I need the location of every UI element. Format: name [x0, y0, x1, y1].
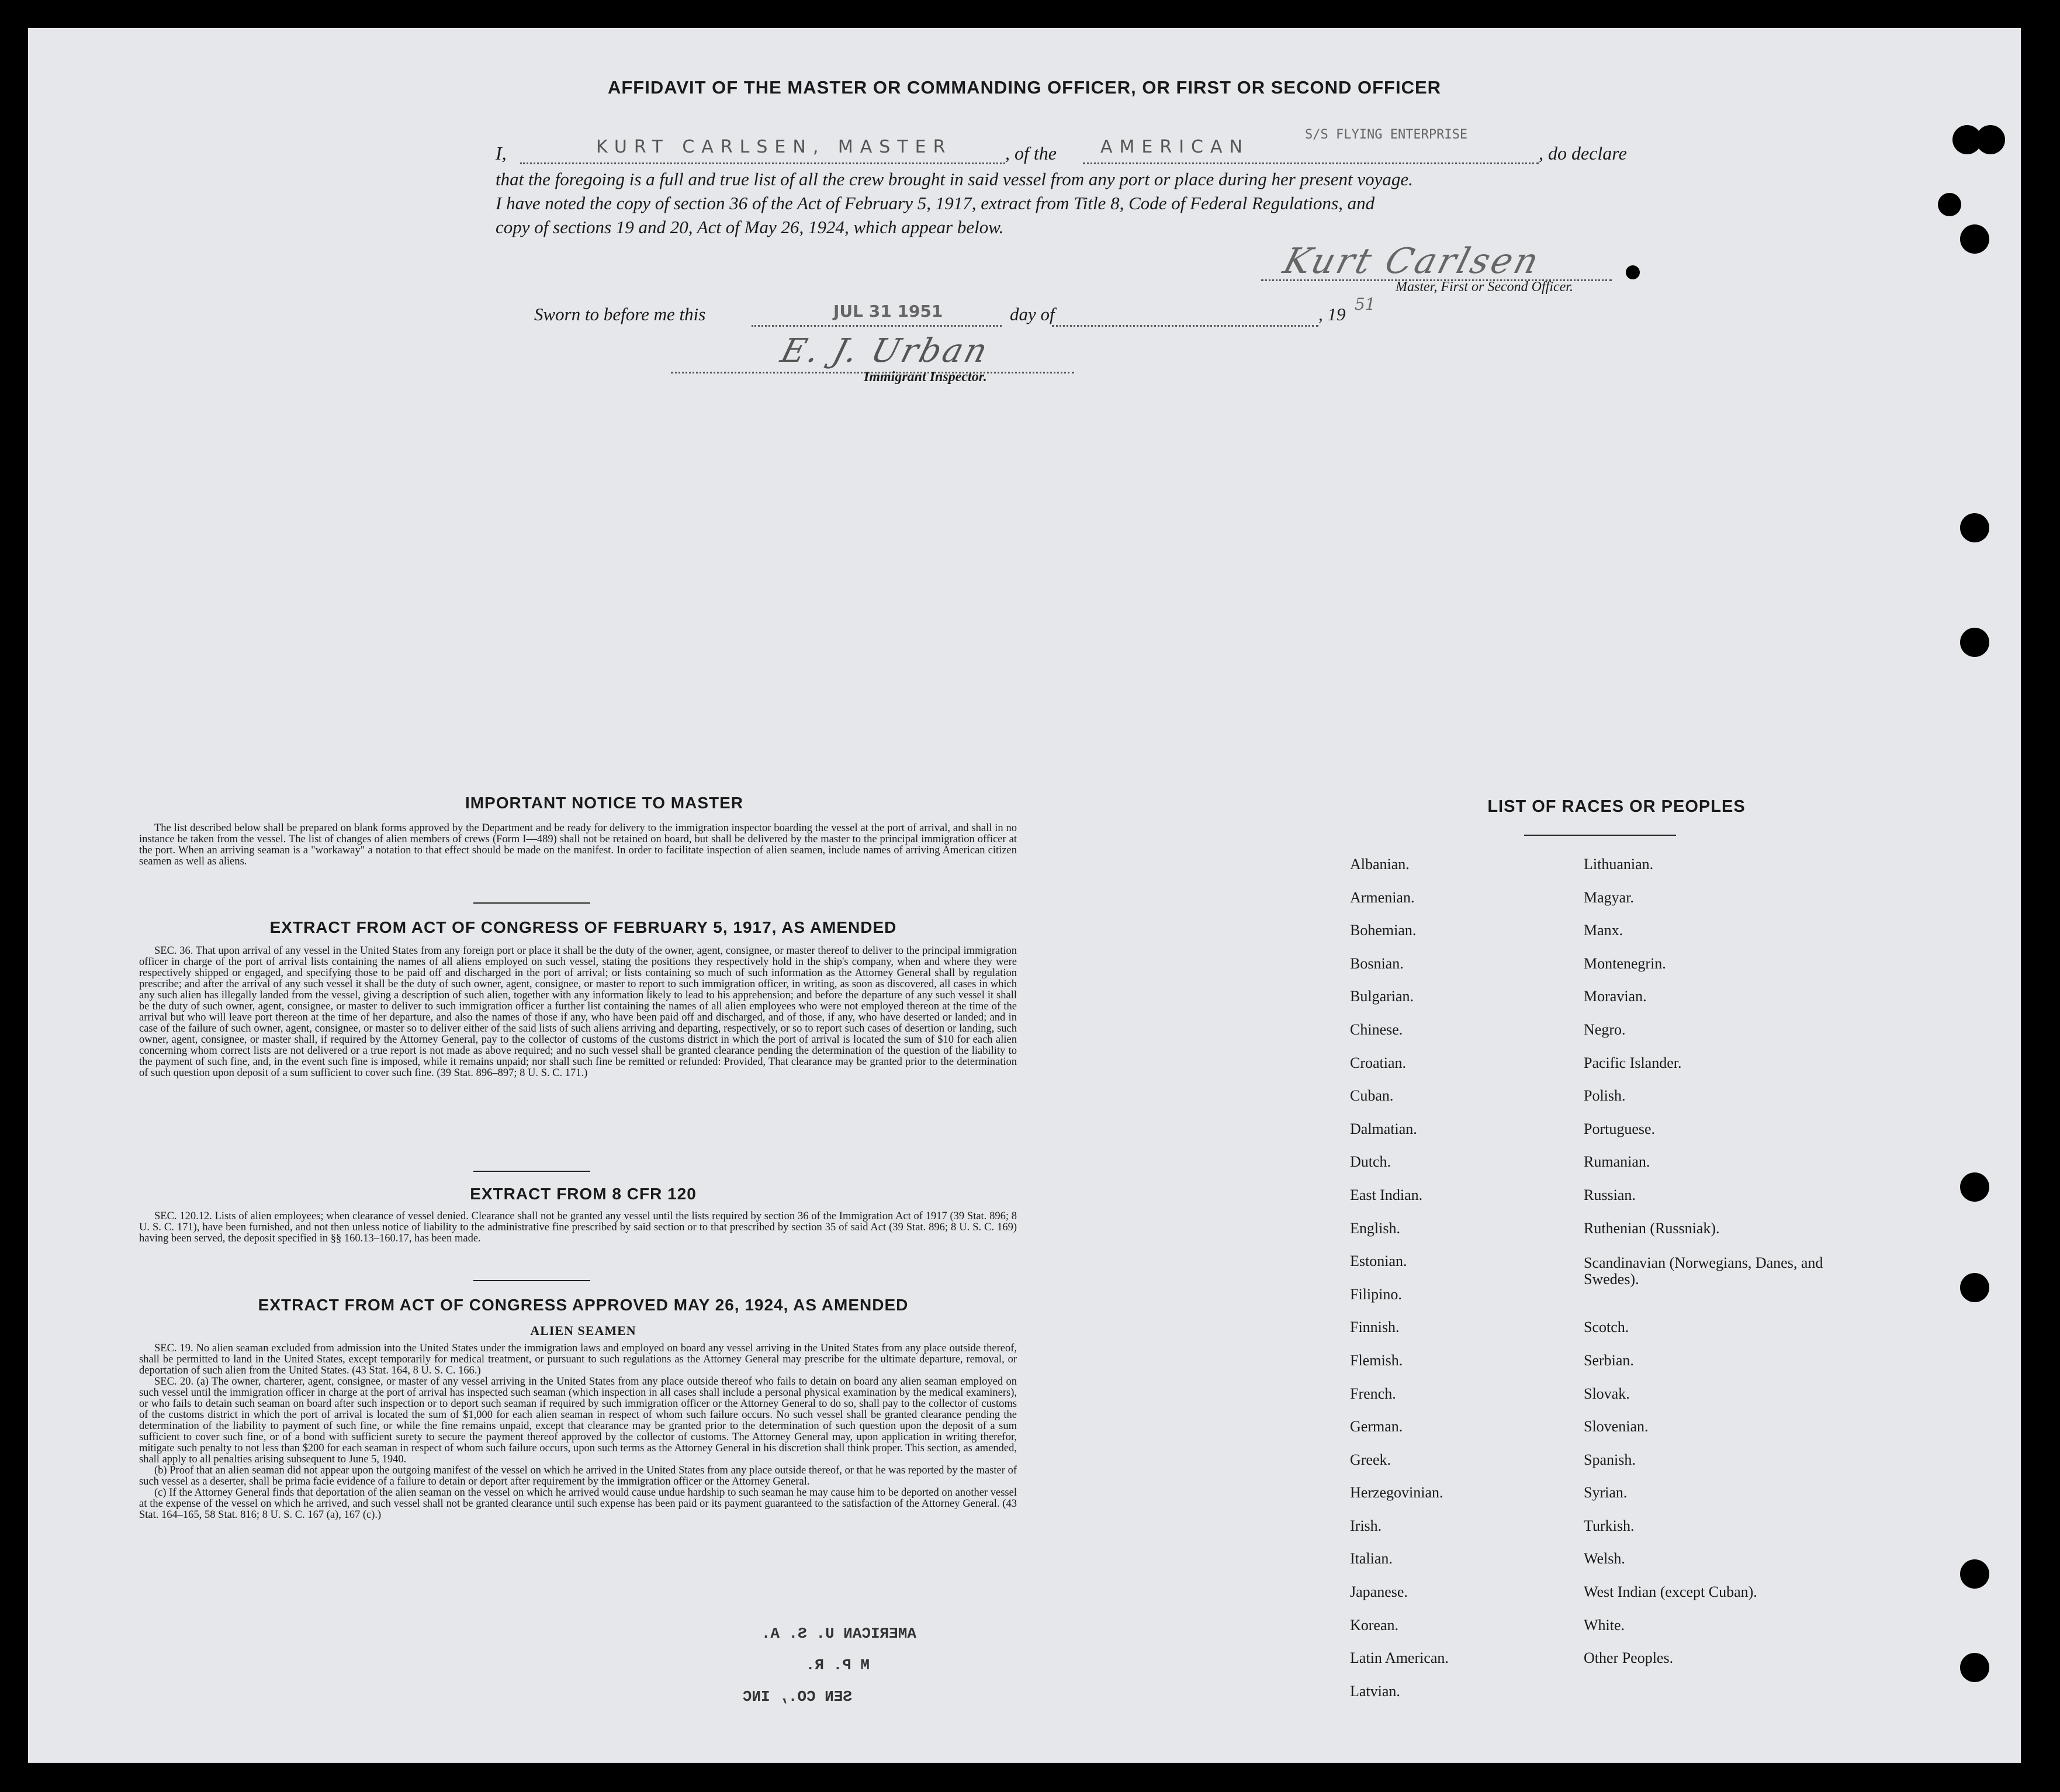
- year-label: , 19: [1318, 304, 1346, 324]
- punch-hole: [1938, 193, 1961, 216]
- punch-hole: [1960, 1273, 1989, 1302]
- offset-stamp: [648, 1618, 916, 1713]
- race-left: Greek.: [1350, 1451, 1391, 1468]
- races-row: [1350, 955, 1829, 988]
- race-right: Polish.: [1584, 1087, 1626, 1105]
- races-row: [1350, 1087, 1829, 1120]
- races-row: [1350, 856, 1829, 889]
- race-right: Magyar.: [1584, 888, 1634, 906]
- races-row: [1350, 1352, 1829, 1385]
- section-120-12-paragraph: SEC. 120.12. Lists of alien employees; when clearance of vessel denied. Clearance shall not be granted any vessel until the lists required by section 36 of the Immigration Act of 1917 (39 Stat. 896; 8 U. S. C. 171), have been furnished, and not then unless notice of liability to the administrative fine prescribed by said section or to that prescribed by section 35 of said Act (39 Stat. 896; 8 U. S. C. 169) having been served, the deposit specified in §§ 160.13–160.17, has been made.: [139, 1210, 1017, 1244]
- master-caption: Master, First or Second Officer.: [1396, 279, 1573, 295]
- race-right: Other Peoples.: [1584, 1649, 1674, 1667]
- races-row: [1350, 988, 1829, 1021]
- vessel-stamp: S/S FLYING ENTERPRISE: [1305, 127, 1468, 142]
- race-right: Lithuanian.: [1584, 856, 1654, 873]
- race-right: Syrian.: [1584, 1484, 1628, 1502]
- races-row: [1350, 1253, 1829, 1286]
- punch-hole: [1976, 125, 2005, 154]
- races-row: [1350, 1054, 1829, 1088]
- divider: [1524, 835, 1676, 836]
- inspector-signature: E. J. Urban: [777, 332, 994, 370]
- races-row: [1350, 1153, 1829, 1186]
- sworn-date-stamp: JUL 31 1951: [833, 302, 943, 321]
- affidavit-body: [496, 167, 1641, 239]
- race-right: White.: [1584, 1616, 1625, 1634]
- affidavit-line-2: that the foregoing is a full and true list of all the crew brought in said vessel from any port or place during her present voyage.: [496, 169, 1413, 189]
- divider: [473, 1280, 590, 1281]
- race-left: Cuban.: [1350, 1087, 1394, 1105]
- ink-dot: [1626, 265, 1640, 279]
- race-right: Serbian.: [1584, 1351, 1634, 1369]
- divider: [473, 1171, 590, 1172]
- races-row: [1350, 1120, 1829, 1154]
- races-row: [1350, 1683, 1829, 1716]
- races-row: [1350, 1550, 1829, 1583]
- section-20b-paragraph: (b) Proof that an alien seaman did not appear upon the outgoing manifest of the vessel on which he arrived in the United States from any place outside thereof, or that he was reported by the master of such vessel as a deserter, shall be prima facie evidence of a failure to detain or deport after requirement by the immigration officer or the Attorney General.: [139, 1465, 1017, 1487]
- race-left: Finnish.: [1350, 1319, 1400, 1336]
- offset-stamp-line: SEN CO., INC: [742, 1688, 852, 1705]
- race-left: Filipino.: [1350, 1285, 1402, 1303]
- race-left: Irish.: [1350, 1517, 1382, 1534]
- race-left: Japanese.: [1350, 1583, 1408, 1601]
- race-left: Bulgarian.: [1350, 988, 1414, 1005]
- race-right: Montenegrin.: [1584, 954, 1666, 972]
- race-left: Dalmatian.: [1350, 1120, 1417, 1137]
- alien-seamen-subtitle: ALIEN SEAMEN: [530, 1323, 636, 1338]
- race-right: Spanish.: [1584, 1451, 1636, 1468]
- of-the-label: , of the: [1005, 143, 1057, 164]
- affidavit-title: AFFIDAVIT OF THE MASTER OR COMMANDING OFFICER, OR FIRST OR SECOND OFFICER: [607, 77, 1442, 98]
- races-row: [1350, 1186, 1829, 1220]
- race-right: Scotch.: [1584, 1319, 1629, 1336]
- race-left: Estonian.: [1350, 1253, 1407, 1270]
- year-value: 51: [1355, 295, 1376, 314]
- race-right: West Indian (except Cuban).: [1584, 1583, 1757, 1601]
- races-row: [1350, 1319, 1829, 1352]
- race-right: Pacific Islander.: [1584, 1054, 1682, 1071]
- race-right: Slovak.: [1584, 1385, 1630, 1402]
- race-right: Ruthenian (Russniak).: [1584, 1219, 1720, 1237]
- race-left: French.: [1350, 1385, 1396, 1402]
- sworn-date-field: [752, 300, 1002, 327]
- affidavit-line-3: I have noted the copy of section 36 of the Act of February 5, 1917, extract from Title 8, Code of Federal Regulations, and: [496, 193, 1375, 213]
- race-right: Welsh.: [1584, 1550, 1625, 1568]
- day-of-label: day of: [1010, 304, 1055, 324]
- race-left: Korean.: [1350, 1616, 1399, 1634]
- master-signature-area: [1249, 237, 1629, 284]
- race-left: Albanian.: [1350, 856, 1410, 873]
- races-row: [1350, 1617, 1829, 1650]
- race-left: Latin American.: [1350, 1649, 1449, 1667]
- divider: [473, 902, 590, 904]
- races-row: [1350, 1451, 1829, 1485]
- race-right: Slovenian.: [1584, 1418, 1649, 1435]
- races-row: [1350, 889, 1829, 922]
- section-19-paragraph: SEC. 19. No alien seaman excluded from admission into the United States under the immigration laws and employed on board any vessel arriving in the United States from any place outside thereof, shall be permitted to land in the United States, except temporarily for medical treatment, or pursuant to such regulations as the Attorney General may prescribe for the ultimate departure, removal, or deportation of such alien from the United States. (43 Stat. 164, 8 U. S. C. 166.): [139, 1343, 1017, 1376]
- affidavit-line-4: copy of sections 19 and 20, Act of May 26, 1924, which appear below.: [496, 217, 1004, 237]
- race-right: Turkish.: [1584, 1517, 1635, 1534]
- race-left: Bohemian.: [1350, 922, 1417, 939]
- extract-1917-text: [139, 946, 1017, 1079]
- race-right: Rumanian.: [1584, 1153, 1650, 1171]
- race-right: [1584, 1683, 1829, 1716]
- vessel-field: [1083, 127, 1539, 164]
- punch-hole: [1960, 628, 1989, 657]
- punch-hole: [1960, 1172, 1989, 1202]
- race-left: Herzegovinian.: [1350, 1484, 1443, 1502]
- race-right: Portuguese.: [1584, 1120, 1656, 1137]
- races-row: [1350, 922, 1829, 955]
- section-36-paragraph: SEC. 36. That upon arrival of any vessel in the United States from any foreign port or place it shall be the duty of the owner, agent, consignee, or master thereof to deliver to the principal immigration officer in charge of the port of arrival lists containing the names of all aliens employed on such vessel, stating the positions they respectively hold in the ship's company, when and where they were respectively shipped or engaged, and specifying those to be paid off and discharged in the port of arrival; or lists containing so much of such information as the Attorney General shall by regulation prescribe; and after the arrival of any such vessel it shall be the duty of such owner, agent, consignee, or master to report to such immigration officer, in writing, as soon as discovered, all cases in which any such alien has illegally landed from the vessel, giving a description of such alien, together with any information likely to lead to his apprehension; and before the departure of any such vessel it shall be the duty of such owner, agent, consignee, or master to deliver to such immigration officer a further list containing the names of all alien employees who were not employed thereon at the time of the arrival but who will leave port thereon at the time of her departure, and also the names of those if any, who have been paid off and discharged, and of those, if any, who have deserted or landed; and in case of the failure of such owner, agent, consignee, or master so to deliver either of the said lists of such aliens arriving and departing, respectively, or so to report such cases of desertion or landing, such owner, agent, consignee, or master shall, if required by the Attorney General, pay to the collector of customs of the customs district in which the port of arrival is located the sum of $10 for each alien concerning whom correct lists are not delivered or a true report is not made as above required; and no such vessel shall be granted clearance pending the determination of the question of the liability to the payment of such fine, and, in the event such fine is imposed, while it remains unpaid; nor shall such fine be remitted or refunded: Provided, That clearance may be granted prior to the determination of such question upon deposit of a sum sufficient to cover such fine. (39 Stat. 896–897; 8 U. S. C. 171.): [139, 945, 1017, 1079]
- race-left: German.: [1350, 1418, 1403, 1435]
- races-row: [1350, 1517, 1829, 1551]
- master-name: KURT CARLSEN, MASTER: [596, 137, 953, 157]
- inspector-signature-area: [642, 332, 1074, 379]
- notice-paragraph: The list described below shall be prepared on blank forms approved by the Department and be ready for delivery to the immigration inspector boarding the vessel at the port of arrival, and shall in no instance be taken from the vessel. The list of changes of alien members of crews (Form I—489) shall not be retained on board, but shall be delivered by the master to the principal immigration officer at the port. When an arriving seaman is a "workaway" a notation to that effect should be made on the manifest. In order to facilitate inspection of alien seamen, include names of arriving American citizen seamen as well as aliens.: [139, 822, 1017, 867]
- race-right: Negro.: [1584, 1020, 1626, 1038]
- master-signature: Kurt Carlsen: [1279, 241, 1545, 282]
- races-row: [1350, 1418, 1829, 1451]
- race-left: Latvian.: [1350, 1682, 1400, 1700]
- nationality: AMERICAN: [1100, 137, 1249, 157]
- section-20a-paragraph: SEC. 20. (a) The owner, charterer, agent, consignee, or master of any vessel arriving in the United States from any place outside thereof who fails to detain on board any alien seaman employed on such vessel until the immigration officer in charge at the port of arrival has inspected such seaman (which inspection in all cases shall include a personal physical examination by the medical examiners), or who fails to detain such seaman on board after such inspection or to deport such seaman if required by such immigration officer or the Attorney General to do so, shall pay to the collector of customs of the customs district in which the port of arrival is located the sum of $1,000 for each alien seaman in respect of whom such failure occurs. No such vessel shall be granted clearance pending the determination of the liability to payment of such fine, or while the fine remains unpaid, except that clearance may be granted prior to the determination of such question upon the deposit of a sum sufficient to cover such fine, or of a bond with sufficient surety to secure the payment thereof approved by the collector of customs. The Attorney General may, upon application in writing therefor, mitigate such penalty to not less than $200 for each seaman in respect of whom such failure occurs, upon such terms as the Attorney General in his discretion shall think proper. This section, as amended, shall apply to all penalties arising subsequent to June 5, 1940.: [139, 1376, 1017, 1465]
- race-left: Croatian.: [1350, 1054, 1407, 1071]
- punch-hole: [1960, 1653, 1989, 1682]
- month-field: [1052, 300, 1318, 327]
- race-right: Manx.: [1584, 922, 1623, 939]
- race-left: English.: [1350, 1219, 1400, 1237]
- races-row: [1350, 1484, 1829, 1517]
- race-left: Bosnian.: [1350, 954, 1404, 972]
- race-left: Italian.: [1350, 1550, 1393, 1568]
- do-declare-label: , do declare: [1539, 143, 1627, 164]
- section-20c-paragraph: (c) If the Attorney General finds that deportation of the alien seaman on the vessel on which he arrived would cause undue hardship to such seaman he may cause him to be deported on another vessel at the expense of the vessel on which he arrived, and such vessel shall not be granted clearance until such expense has been paid or its payment guaranteed to the satisfaction of the Attorney General. (43 Stat. 164–165, 58 Stat. 816; 8 U. S. C. 167 (a), 167 (c).): [139, 1487, 1017, 1521]
- notice-title: IMPORTANT NOTICE TO MASTER: [465, 794, 744, 812]
- affidavit-page: [28, 28, 2021, 1763]
- races-row: [1350, 1220, 1829, 1253]
- races-title: LIST OF RACES OR PEOPLES: [1487, 797, 1746, 816]
- extract-1924-text: [139, 1343, 1017, 1521]
- race-right: Russian.: [1584, 1186, 1636, 1203]
- extract-1917-title: EXTRACT FROM ACT OF CONGRESS OF FEBRUARY 5, 1917, AS AMENDED: [269, 918, 897, 936]
- inspector-caption: Immigrant Inspector.: [864, 369, 987, 385]
- extract-cfr-title: EXTRACT FROM 8 CFR 120: [470, 1185, 697, 1203]
- race-left: Flemish.: [1350, 1351, 1403, 1369]
- race-right: Scandinavian (Norwegians, Danes, and Swedes).: [1584, 1254, 1823, 1288]
- race-right: Moravian.: [1584, 988, 1647, 1005]
- races-row: [1350, 1649, 1829, 1683]
- races-table: [1350, 856, 1829, 1715]
- master-name-field: [520, 136, 1005, 164]
- sworn-label: Sworn to before me this: [534, 304, 706, 324]
- race-left: Chinese.: [1350, 1020, 1403, 1038]
- races-row: [1350, 1021, 1829, 1054]
- i-label: I,: [496, 143, 507, 164]
- punch-hole: [1960, 513, 1989, 542]
- offset-stamp-line: AMERICAN U. S. A.: [761, 1625, 916, 1642]
- notice-text: [139, 823, 1017, 867]
- offset-stamp-line: M P. R.: [805, 1656, 870, 1674]
- races-row: [1350, 1385, 1829, 1419]
- race-left: East Indian.: [1350, 1186, 1423, 1203]
- race-left: Dutch.: [1350, 1153, 1391, 1171]
- punch-hole: [1960, 1559, 1989, 1589]
- extract-cfr-text: [139, 1211, 1017, 1244]
- race-left: Armenian.: [1350, 888, 1415, 906]
- races-row: [1350, 1583, 1829, 1617]
- extract-1924-title: EXTRACT FROM ACT OF CONGRESS APPROVED MAY 26, 1924, AS AMENDED: [258, 1296, 909, 1314]
- punch-hole: [1960, 224, 1989, 254]
